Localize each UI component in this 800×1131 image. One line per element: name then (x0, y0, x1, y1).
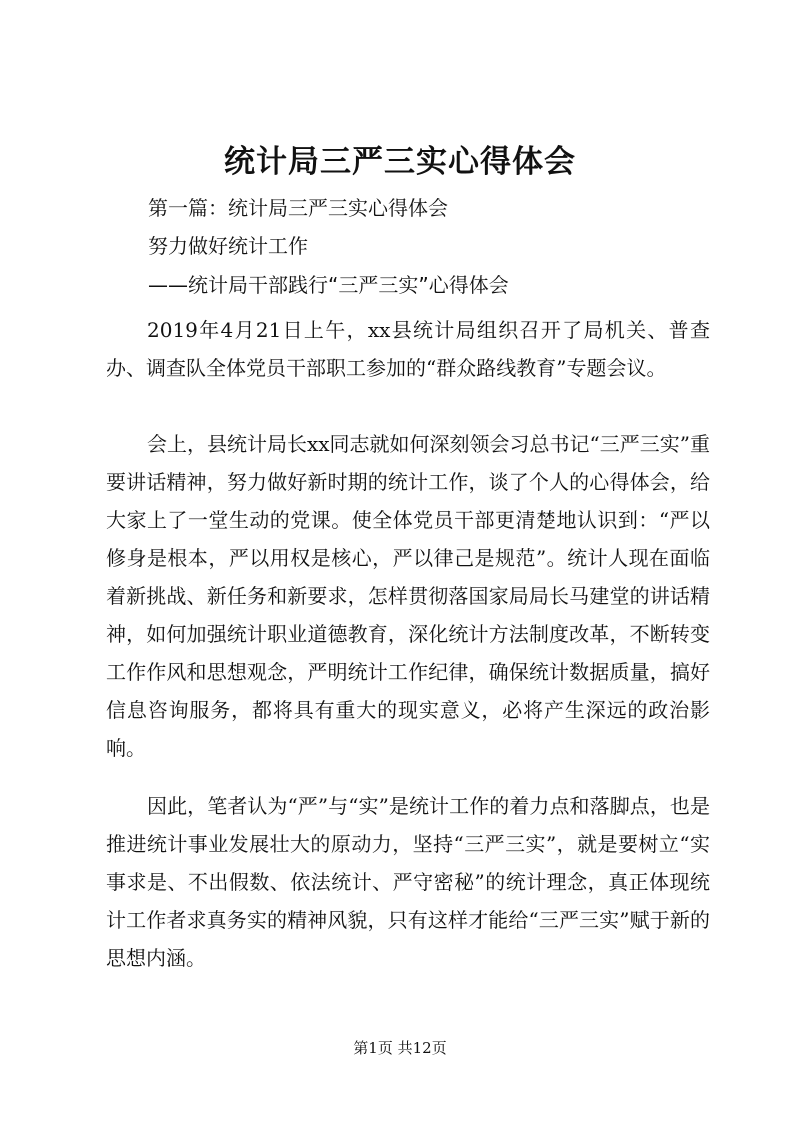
page-number: 第1页 共12页 (353, 1039, 447, 1057)
paragraph-1: 2019年4月21日上午，xx县统计局组织召开了局机关、普查办、调查队全体党员干部职工参加的“群众路线教育”专题会议。 (106, 318, 710, 380)
paragraph-2: 会上，县统计局长xx同志就如何深刻领会习总书记“三严三实”重要讲话精神，努力做好新时期的统计工作，谈了个人的心得体会，给大家上了一堂生动的党课。使全体党员干部更清楚地认识到：“严以修身是根本，严以用权是核心，严以律己是规范”。统计人现在面临着新挑战、新任务和新要求，怎样贯彻落国家局局长马建堂的讲话精神，如何加强统计职业道德教育，深化统计方法制度改革，不断转变工作作风和思想观念，严明统计工作纪律，确保统计数据质量，搞好信息咨询服务，都将具有重大的现实意义，必将产生深远的政治影响。 (106, 432, 711, 760)
article-subtitle: ——统计局干部践行“三严三实”心得体会 (148, 273, 509, 297)
document-title: 统计局三严三实心得体会 (224, 144, 576, 180)
article-title: 努力做好统计工作 (148, 234, 308, 258)
section-heading: 第一篇：统计局三严三实心得体会 (148, 196, 448, 220)
paragraph-3: 因此，笔者认为“严”与“实”是统计工作的着力点和落脚点，也是推进统计事业发展壮大的原动力，坚持“三严三实”，就是要树立“实事求是、不出假数、依法统计、严守密秘”的统计理念，真正体现统计工作者求真务实的精神风貌，只有这样才能给“三严三实”赋于新的思想内涵。 (106, 794, 710, 970)
